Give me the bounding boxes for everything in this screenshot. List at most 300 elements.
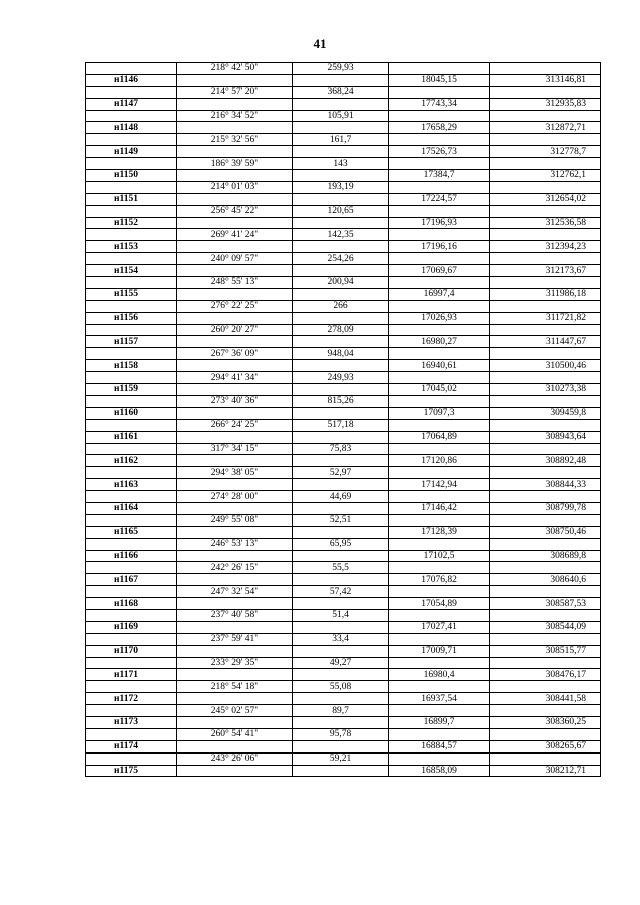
segment-length: 55,08 (293, 681, 389, 693)
segment-angle: 273° 40' 36" (177, 395, 293, 407)
coordinate-x: 308750,46 (490, 526, 601, 538)
segment-row (86, 633, 601, 645)
point-name: н1163 (86, 479, 177, 491)
point-row (86, 360, 601, 372)
segment-angle: 237° 40' 58" (177, 609, 293, 621)
segment-angle: 317° 34' 15" (177, 443, 293, 455)
point-row (86, 98, 601, 110)
empty-cell (86, 467, 177, 479)
empty-cell (490, 562, 601, 574)
point-name: н1151 (86, 193, 177, 205)
coordinate-x: 312872,71 (490, 122, 601, 134)
empty-cell (177, 598, 293, 610)
segment-length: 368,24 (293, 86, 389, 98)
segment-row (86, 229, 601, 241)
point-name: н1161 (86, 431, 177, 443)
segment-angle: 242° 26' 15" (177, 562, 293, 574)
coordinates-table (85, 62, 601, 777)
point-row (86, 336, 601, 348)
coordinate-y: 17027,41 (389, 621, 490, 633)
empty-cell (490, 443, 601, 455)
empty-cell (86, 443, 177, 455)
empty-cell (177, 455, 293, 467)
point-name: н1174 (86, 740, 177, 752)
point-name: н1157 (86, 336, 177, 348)
coordinate-y: 17045,02 (389, 384, 490, 396)
empty-cell (389, 134, 490, 146)
empty-cell (389, 753, 490, 765)
empty-cell (490, 372, 601, 384)
coordinate-y: 16899,7 (389, 716, 490, 728)
empty-cell (490, 86, 601, 98)
coordinate-y: 17658,29 (389, 122, 490, 134)
segment-angle: 246° 53' 13" (177, 538, 293, 550)
empty-cell (490, 324, 601, 336)
empty-cell (177, 360, 293, 372)
empty-cell (293, 360, 389, 372)
empty-cell (490, 681, 601, 693)
page-number: 41 (313, 36, 327, 51)
segment-length: 49,27 (293, 657, 389, 669)
segment-angle: 266° 24' 25" (177, 419, 293, 431)
empty-cell (293, 645, 389, 657)
coordinate-x: 308476,17 (490, 669, 601, 681)
segment-length: 120,65 (293, 205, 389, 217)
coordinate-y: 17102,5 (389, 550, 490, 562)
coordinate-y: 16937,54 (389, 693, 490, 705)
coordinate-x: 308212,71 (490, 765, 601, 777)
empty-cell (86, 372, 177, 384)
empty-cell (490, 395, 601, 407)
segment-length: 57,42 (293, 586, 389, 598)
point-name: н1166 (86, 550, 177, 562)
empty-cell (177, 716, 293, 728)
segment-angle: 247° 32' 54" (177, 586, 293, 598)
empty-cell (389, 657, 490, 669)
segment-length: 161,7 (293, 134, 389, 146)
segment-angle: 260° 20' 27" (177, 324, 293, 336)
segment-length: 52,51 (293, 514, 389, 526)
coordinate-x: 308265,67 (490, 740, 601, 752)
empty-cell (490, 110, 601, 122)
empty-cell (389, 562, 490, 574)
coordinate-x: 312762,1 (490, 170, 601, 182)
coordinate-x: 308799,78 (490, 502, 601, 514)
empty-cell (490, 514, 601, 526)
point-row (86, 193, 601, 205)
point-row (86, 574, 601, 586)
empty-cell (86, 86, 177, 98)
empty-cell (490, 277, 601, 289)
coordinate-y: 17097,3 (389, 407, 490, 419)
segment-row (86, 205, 601, 217)
empty-cell (177, 170, 293, 182)
coordinate-y: 17054,89 (389, 598, 490, 610)
empty-cell (177, 265, 293, 277)
coordinate-x: 312536,58 (490, 217, 601, 229)
coordinate-y: 17743,34 (389, 98, 490, 110)
point-name: н1164 (86, 502, 177, 514)
empty-cell (86, 395, 177, 407)
empty-cell (293, 716, 389, 728)
coordinate-x: 312935,83 (490, 98, 601, 110)
empty-cell (490, 253, 601, 265)
empty-cell (389, 443, 490, 455)
segment-row (86, 681, 601, 693)
empty-cell (177, 502, 293, 514)
empty-cell (86, 110, 177, 122)
empty-cell (293, 74, 389, 86)
empty-cell (293, 193, 389, 205)
empty-cell (177, 74, 293, 86)
segment-angle: 276° 22' 25" (177, 300, 293, 312)
coordinate-y: 16997,4 (389, 288, 490, 300)
point-row (86, 122, 601, 134)
empty-cell (293, 265, 389, 277)
segment-length: 142,35 (293, 229, 389, 241)
point-row (86, 598, 601, 610)
coordinate-y: 17526,73 (389, 146, 490, 158)
empty-cell (177, 384, 293, 396)
point-name: н1147 (86, 98, 177, 110)
empty-cell (86, 229, 177, 241)
point-name: н1160 (86, 407, 177, 419)
empty-cell (389, 86, 490, 98)
empty-cell (389, 63, 490, 75)
point-row (86, 621, 601, 633)
point-row (86, 265, 601, 277)
empty-cell (389, 181, 490, 193)
empty-cell (490, 348, 601, 360)
segment-row (86, 134, 601, 146)
segment-length: 95,78 (293, 728, 389, 740)
segment-row (86, 253, 601, 265)
empty-cell (177, 479, 293, 491)
point-row (86, 431, 601, 443)
coordinate-y: 17009,71 (389, 645, 490, 657)
empty-cell (293, 526, 389, 538)
empty-cell (293, 693, 389, 705)
coordinate-y: 17128,39 (389, 526, 490, 538)
empty-cell (86, 134, 177, 146)
coordinate-x: 308544,09 (490, 621, 601, 633)
point-name: н1168 (86, 598, 177, 610)
empty-cell (490, 419, 601, 431)
coordinate-x: 312654,02 (490, 193, 601, 205)
segment-length: 278,09 (293, 324, 389, 336)
empty-cell (490, 609, 601, 621)
segment-angle: 269° 41' 24" (177, 229, 293, 241)
point-row (86, 740, 601, 752)
empty-cell (177, 288, 293, 300)
empty-cell (177, 526, 293, 538)
coordinate-x: 308689,8 (490, 550, 601, 562)
segment-row (86, 300, 601, 312)
point-name: н1153 (86, 241, 177, 253)
empty-cell (177, 431, 293, 443)
empty-cell (177, 645, 293, 657)
coordinate-x: 310273,38 (490, 384, 601, 396)
empty-cell (490, 657, 601, 669)
segment-angle: 216° 34' 52" (177, 110, 293, 122)
segment-length: 105,91 (293, 110, 389, 122)
segment-length: 948,04 (293, 348, 389, 360)
segment-length: 193,19 (293, 181, 389, 193)
empty-cell (293, 740, 389, 752)
coordinate-y: 18045,15 (389, 74, 490, 86)
segment-angle: 267° 36' 09" (177, 348, 293, 360)
coordinate-x: 311721,82 (490, 312, 601, 324)
coordinate-y: 16884,57 (389, 740, 490, 752)
segment-angle: 214° 01' 03" (177, 181, 293, 193)
empty-cell (490, 229, 601, 241)
empty-cell (293, 479, 389, 491)
coordinate-x: 311986,18 (490, 288, 601, 300)
point-row (86, 716, 601, 728)
empty-cell (177, 312, 293, 324)
empty-cell (293, 502, 389, 514)
empty-cell (490, 181, 601, 193)
segment-row (86, 491, 601, 503)
coordinate-y: 17076,82 (389, 574, 490, 586)
segment-angle: 215° 32' 56" (177, 134, 293, 146)
point-name: н1172 (86, 693, 177, 705)
segment-row (86, 609, 601, 621)
segment-row (86, 586, 601, 598)
point-name: н1149 (86, 146, 177, 158)
segment-row (86, 324, 601, 336)
point-row (86, 526, 601, 538)
empty-cell (177, 193, 293, 205)
coordinate-y: 17026,93 (389, 312, 490, 324)
empty-cell (490, 753, 601, 765)
coordinate-x: 312394,23 (490, 241, 601, 253)
segment-row (86, 514, 601, 526)
segment-row (86, 419, 601, 431)
coordinate-x: 308441,58 (490, 693, 601, 705)
empty-cell (490, 728, 601, 740)
empty-cell (490, 300, 601, 312)
segment-angle: 248° 55' 13" (177, 277, 293, 289)
coordinate-x: 308515,77 (490, 645, 601, 657)
segment-length: 89,7 (293, 705, 389, 717)
segment-angle: 214° 57' 20" (177, 86, 293, 98)
empty-cell (389, 395, 490, 407)
point-row (86, 384, 601, 396)
point-row (86, 550, 601, 562)
segment-angle: 243° 26' 06" (177, 753, 293, 765)
segment-row (86, 538, 601, 550)
empty-cell (490, 538, 601, 550)
empty-cell (389, 110, 490, 122)
empty-cell (293, 765, 389, 777)
empty-cell (293, 146, 389, 158)
empty-cell (293, 455, 389, 467)
segment-length: 266 (293, 300, 389, 312)
segment-angle: 245° 02' 57" (177, 705, 293, 717)
empty-cell (86, 562, 177, 574)
segment-row (86, 158, 601, 170)
empty-cell (86, 681, 177, 693)
point-name: н1171 (86, 669, 177, 681)
empty-cell (490, 705, 601, 717)
segment-angle: 274° 28' 00" (177, 491, 293, 503)
segment-row (86, 705, 601, 717)
coordinate-x: 312173,67 (490, 265, 601, 277)
empty-cell (86, 253, 177, 265)
segment-row (86, 63, 601, 75)
segment-length: 59,21 (293, 753, 389, 765)
segment-angle: 294° 38' 05" (177, 467, 293, 479)
point-row (86, 146, 601, 158)
point-row (86, 645, 601, 657)
empty-cell (389, 538, 490, 550)
empty-cell (389, 467, 490, 479)
segment-row (86, 181, 601, 193)
segment-length: 815,26 (293, 395, 389, 407)
segment-length: 51,4 (293, 609, 389, 621)
coordinate-y: 17384,7 (389, 170, 490, 182)
empty-cell (293, 170, 389, 182)
empty-cell (177, 574, 293, 586)
segment-length: 517,18 (293, 419, 389, 431)
segment-angle: 256° 45' 22" (177, 205, 293, 217)
empty-cell (86, 586, 177, 598)
empty-cell (490, 158, 601, 170)
empty-cell (177, 765, 293, 777)
empty-cell (490, 63, 601, 75)
point-name: н1150 (86, 170, 177, 182)
empty-cell (389, 372, 490, 384)
point-name: н1162 (86, 455, 177, 467)
coordinate-x: 308640,6 (490, 574, 601, 586)
empty-cell (389, 514, 490, 526)
empty-cell (86, 491, 177, 503)
empty-cell (86, 753, 177, 765)
segment-length: 200,94 (293, 277, 389, 289)
coordinate-x: 313146,81 (490, 74, 601, 86)
empty-cell (86, 324, 177, 336)
empty-cell (293, 621, 389, 633)
empty-cell (177, 550, 293, 562)
coordinate-y: 17142,94 (389, 479, 490, 491)
point-row (86, 170, 601, 182)
segment-row (86, 86, 601, 98)
empty-cell (177, 98, 293, 110)
empty-cell (177, 621, 293, 633)
coordinate-y: 17196,93 (389, 217, 490, 229)
coordinate-x: 312778,7 (490, 146, 601, 158)
point-name: н1155 (86, 288, 177, 300)
empty-cell (490, 633, 601, 645)
coordinate-y: 16980,4 (389, 669, 490, 681)
empty-cell (389, 609, 490, 621)
segment-angle: 218° 42' 50" (177, 63, 293, 75)
coordinate-y: 17064,89 (389, 431, 490, 443)
segment-row (86, 728, 601, 740)
segment-angle: 186° 39' 59" (177, 158, 293, 170)
point-name: н1169 (86, 621, 177, 633)
empty-cell (490, 586, 601, 598)
point-name: н1154 (86, 265, 177, 277)
empty-cell (293, 241, 389, 253)
empty-cell (86, 158, 177, 170)
coordinate-x: 308844,33 (490, 479, 601, 491)
empty-cell (490, 134, 601, 146)
empty-cell (177, 693, 293, 705)
segment-row (86, 110, 601, 122)
segment-row (86, 657, 601, 669)
coordinate-x: 308943,64 (490, 431, 601, 443)
segment-row (86, 277, 601, 289)
empty-cell (177, 146, 293, 158)
empty-cell (389, 681, 490, 693)
empty-cell (389, 491, 490, 503)
point-name: н1156 (86, 312, 177, 324)
segment-length: 249,93 (293, 372, 389, 384)
segment-angle: 218° 54' 18" (177, 681, 293, 693)
empty-cell (177, 217, 293, 229)
empty-cell (86, 609, 177, 621)
segment-row (86, 395, 601, 407)
coordinate-x: 310500,46 (490, 360, 601, 372)
empty-cell (177, 241, 293, 253)
coordinate-y: 16940,61 (389, 360, 490, 372)
empty-cell (293, 122, 389, 134)
empty-cell (177, 740, 293, 752)
point-row (86, 312, 601, 324)
segment-angle: 240° 09' 57" (177, 253, 293, 265)
empty-cell (293, 336, 389, 348)
coordinate-x: 308892,48 (490, 455, 601, 467)
coordinate-y: 16980,27 (389, 336, 490, 348)
segment-row (86, 443, 601, 455)
empty-cell (293, 407, 389, 419)
empty-cell (389, 705, 490, 717)
coordinate-x: 308587,53 (490, 598, 601, 610)
segment-angle: 233° 29' 35" (177, 657, 293, 669)
empty-cell (86, 633, 177, 645)
empty-cell (86, 728, 177, 740)
segment-length: 33,4 (293, 633, 389, 645)
segment-row (86, 753, 601, 765)
empty-cell (177, 122, 293, 134)
empty-cell (389, 348, 490, 360)
segment-row (86, 348, 601, 360)
empty-cell (177, 336, 293, 348)
empty-cell (86, 348, 177, 360)
segment-row (86, 467, 601, 479)
empty-cell (293, 431, 389, 443)
empty-cell (389, 229, 490, 241)
coordinate-y: 17069,67 (389, 265, 490, 277)
empty-cell (389, 419, 490, 431)
coordinate-x: 308360,25 (490, 716, 601, 728)
coordinate-x: 309459,8 (490, 407, 601, 419)
segment-row (86, 562, 601, 574)
empty-cell (389, 300, 490, 312)
point-name: н1165 (86, 526, 177, 538)
empty-cell (389, 277, 490, 289)
point-name: н1175 (86, 765, 177, 777)
segment-angle: 294° 41' 34" (177, 372, 293, 384)
segment-length: 75,83 (293, 443, 389, 455)
empty-cell (389, 633, 490, 645)
empty-cell (86, 705, 177, 717)
empty-cell (389, 205, 490, 217)
point-name: н1170 (86, 645, 177, 657)
point-row (86, 288, 601, 300)
